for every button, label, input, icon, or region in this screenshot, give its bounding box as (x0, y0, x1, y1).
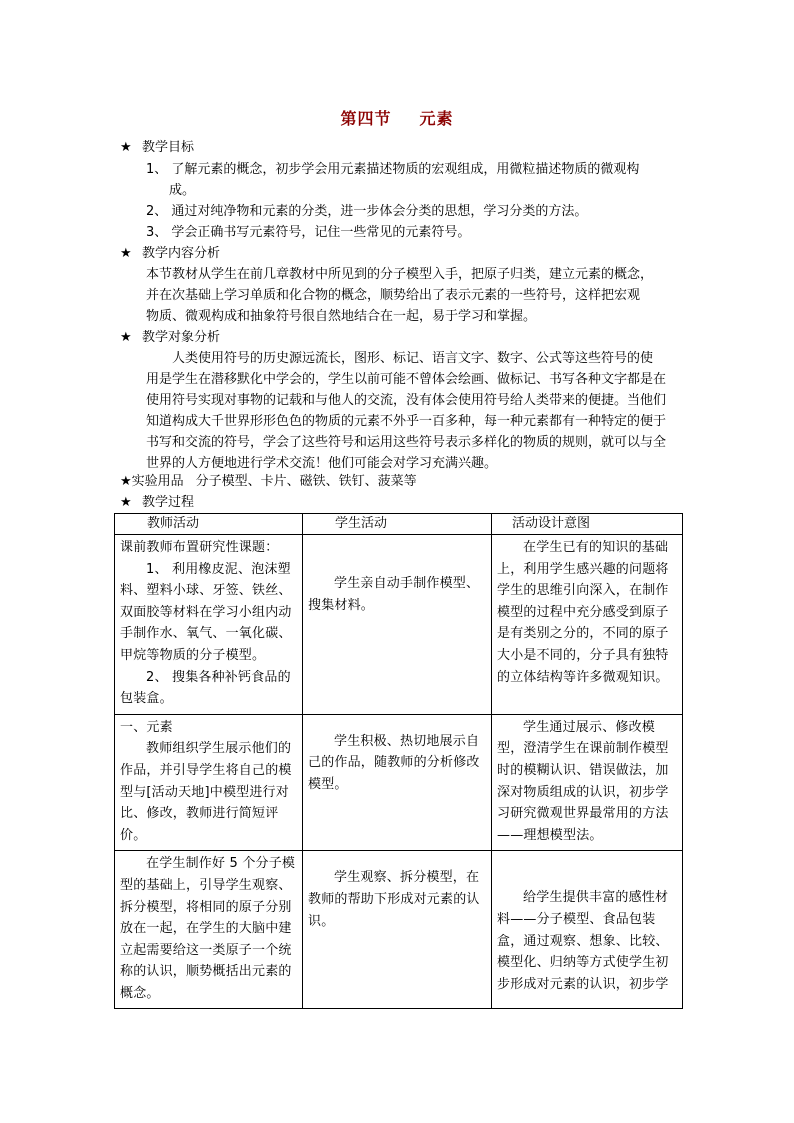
content-analysis-line: 物质、微观构成和抽象符号很自然地结合在一起，易于学习和掌握。 (146, 309, 537, 324)
section-number: 第四节 (340, 109, 392, 128)
audience-analysis-line: 使用符号实现对事物的记载和与他人的交流，没有体会使用符号给人类带来的便捷。当他们 (146, 393, 667, 408)
header-teacher: 教师活动 (115, 514, 303, 535)
content-analysis-line: 本节教材从学生在前几章教材中所见到的分子模型入手，把原子归类，建立元素的概念， (146, 267, 654, 282)
materials-text: 分子模型、卡片、磁铁、铁钉、菠菜等 (195, 474, 417, 489)
audience-analysis-line: 知道构成大千世界形形色色的物质的元素不外乎一百多种，每一种元素都有一种特定的便于 (146, 414, 667, 429)
audience-analysis-heading: ★ 教学对象分析 (120, 328, 220, 348)
objective-item-1-cont: 成。 (169, 183, 196, 198)
audience-analysis-line: 用是学生在潜移默化中学会的，学生以前可能不曾体会绘画、做标记、书写各种文字都是在 (146, 372, 667, 387)
table-row (115, 714, 683, 851)
teacher-cell: 在学生制作好 5 个分子模型的基础上，引导学生观察、拆分模型，将相同的原子分别放在一起，在学生的大脑中建立起需要给这一类原子一个统称的认识，顺势概括出元素的概念。 (115, 851, 303, 1009)
audience-analysis-line: 世界的人方便地进行学术交流！他们可能会对学习充满兴趣。 (146, 456, 498, 471)
star-bullet-icon: ★ (120, 246, 132, 261)
objective-item-2: 2、 通过对纯净物和元素的分类，进一步体会分类的思想，学习分类的方法。 (146, 204, 588, 219)
content-analysis-line: 并在次基础上学习单质和化合物的概念，顺势给出了表示元素的一些符号，这样把宏观 (146, 288, 641, 303)
header-student: 学生活动 (303, 514, 492, 535)
table-header-row (115, 514, 683, 535)
table-row (115, 535, 683, 715)
section-name: 元素 (419, 109, 454, 128)
teacher-cell: 课前教师布置研究性课题： 1、 利用橡皮泥、泡沫塑料、塑料小球、牙签、铁丝、双面胶等材料在学习小组内动手制作水、氧气、一氧化碳、甲烷等物质的分子模型。 2、 搜集各种补钙食品的包装盒。 (115, 535, 303, 715)
star-bullet-icon: ★ (120, 495, 132, 510)
objective-item-3: 3、 学会正确书写元素符号，记住一些常见的元素符号。 (146, 225, 471, 240)
teacher-cell: 一、元素 教师组织学生展示他们的作品，并引导学生将自己的模型与[活动天地]中模型进行对比、修改，教师进行简短评价。 (115, 714, 303, 851)
process-table (114, 513, 683, 1009)
content-analysis-heading: ★ 教学内容分析 (120, 244, 220, 264)
header-purpose: 活动设计意图 (492, 514, 683, 535)
materials-line (120, 472, 417, 492)
materials-label: ★实验用品 (120, 474, 184, 489)
page-title (0, 106, 794, 129)
table-row (115, 851, 683, 1009)
student-cell: 学生观察、拆分模型，在教师的帮助下形成对元素的认识。 (303, 851, 492, 1009)
student-cell: 学生亲自动手制作模型、搜集材料。 (303, 535, 492, 715)
audience-analysis-line: 书写和交流的符号，学会了这些符号和运用这些符号表示多样化的物质的规则，就可以与全 (146, 435, 667, 450)
process-heading: ★ 教学过程 (120, 493, 194, 513)
objectives-heading: ★ 教学目标 (120, 138, 194, 158)
objective-item-1: 1、 了解元素的概念，初步学会用元素描述物质的宏观组成，用微粒描述物质的微观构 (146, 162, 640, 177)
purpose-cell: 在学生已有的知识的基础上，利用学生感兴趣的问题将学生的思维引向深入，在制作模型的过程中充分感受到原子是有类别之分的，不同的原子大小是不同的，分子具有独特的立体结构等许多微观知识。 (492, 535, 683, 715)
purpose-cell: 给学生提供丰富的感性材料——分子模型、食品包装盒，通过观察、想象、比较、模型化、归纳等方式使学生初步形成对元素的认识，初步学 (492, 851, 683, 1009)
purpose-cell: 学生通过展示、修改模型，澄清学生在课前制作模型时的模糊认识、错误做法，加深对物质组成的认识，初步学习研究微观世界最常用的方法——理想模型法。 (492, 714, 683, 851)
star-bullet-icon: ★ (120, 140, 132, 155)
student-cell: 学生积极、热切地展示自己的作品，随教师的分析修改模型。 (303, 714, 492, 851)
star-bullet-icon: ★ (120, 330, 132, 345)
audience-analysis-line: 人类使用符号的历史源远流长，图形、标记、语言文字、数字、公式等这些符号的使 (172, 351, 654, 366)
